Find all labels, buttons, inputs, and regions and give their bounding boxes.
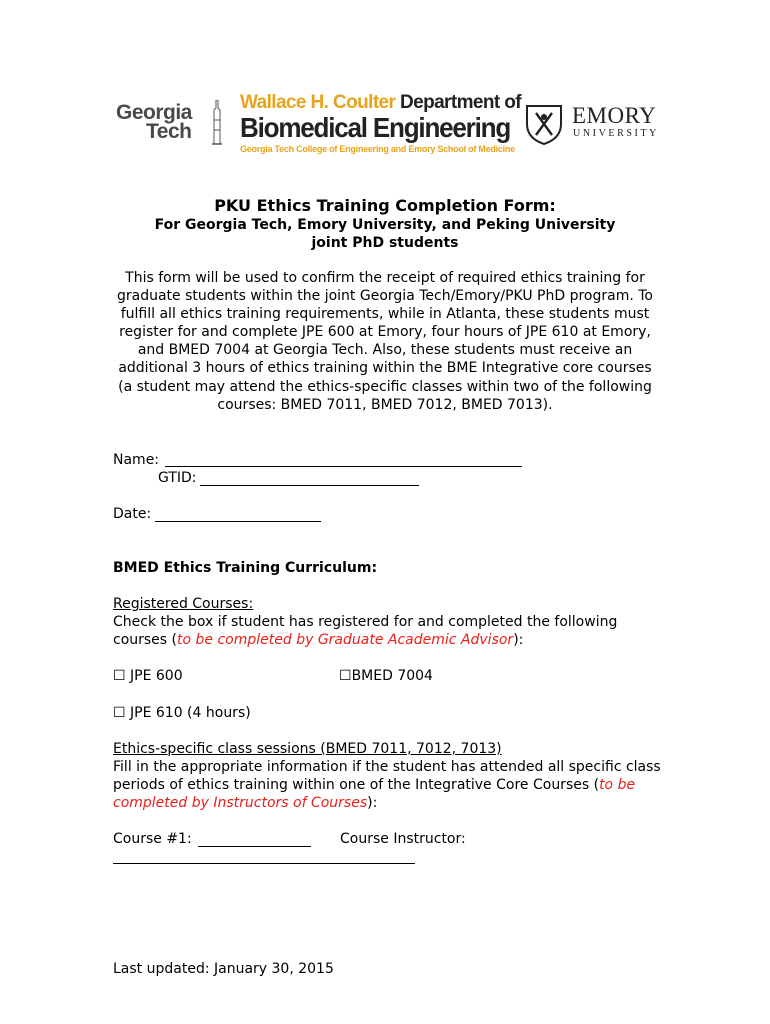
gt-logo-text-line1: Georgia — [116, 101, 192, 124]
registered-instruction — [113, 613, 673, 649]
tech-tower-icon — [210, 100, 224, 146]
gt-logo-text-line2: Tech — [146, 120, 192, 143]
curriculum-heading: BMED Ethics Training Curriculum: — [113, 560, 378, 576]
subtitle-line-1: For Georgia Tech, Emory University, and Peking University — [154, 217, 616, 233]
name-field[interactable] — [165, 466, 522, 467]
checkbox-bmed7004-row — [339, 667, 433, 685]
date-field[interactable] — [155, 521, 321, 522]
course1-label: Course #1: — [113, 831, 192, 847]
checkbox-bmed7004[interactable]: ☐ — [339, 668, 352, 684]
course-jpe600-label: JPE 600 — [130, 668, 183, 684]
checkbox-jpe610[interactable]: ☐ — [113, 705, 126, 721]
subtitle-line-2: joint PhD students — [311, 235, 459, 251]
course-instructor-field[interactable] — [113, 863, 415, 864]
dept-name: Biomedical Engineering — [240, 112, 511, 143]
registered-instruction-red: to be completed by Graduate Academic Advisor — [177, 632, 514, 649]
sessions-instruction-text: Fill in the appropriate information if the student has attended all specific class periods of ethics training within one of the Integrative Core Courses ( — [113, 759, 661, 794]
course-jpe610-label: JPE 610 (4 hours) — [130, 705, 251, 721]
dept-suffix: Department of — [400, 92, 521, 113]
date-label: Date: — [113, 506, 152, 522]
last-updated: Last updated: January 30, 2015 — [113, 961, 334, 977]
gtid-field[interactable] — [200, 485, 419, 486]
emory-wordmark: EMORY — [572, 103, 657, 128]
course-instructor-label: Course Instructor: — [340, 831, 466, 847]
sessions-instruction — [113, 758, 673, 813]
registered-instruction-end: ): — [513, 632, 524, 649]
checkbox-jpe610-row — [113, 704, 251, 722]
emory-shield-icon — [525, 104, 563, 146]
sessions-instruction-red: to be completed by Instructors of Courses — [113, 777, 636, 812]
registered-instruction-text: Check the box if student has registered for and completed the following courses ( — [113, 614, 618, 649]
sessions-heading: Ethics-specific class sessions (BMED 7011, 7012, 7013) — [113, 741, 502, 757]
emory-subtitle: UNIVERSITY — [573, 128, 659, 139]
course-bmed7004-label: BMED 7004 — [351, 668, 433, 684]
coulter-bme-logo — [240, 92, 521, 158]
name-label: Name: — [113, 452, 160, 468]
dept-tagline: Georgia Tech College of Engineering and Emory School of Medicine — [240, 144, 515, 154]
checkbox-jpe600-row — [113, 667, 183, 685]
course1-field[interactable] — [198, 846, 311, 847]
intro-paragraph: This form will be used to confirm the receipt of required ethics training for graduate students within the joint Georgia Tech/Emory/PKU PhD program. To fulfill all ethics training requirements, while in Atlanta, these students must register for and complete JPE 600 at Emory, four hours of JPE 610 at Emory, and BMED 7004 at Georgia Tech. Also, these students must receive an additional 3 hours of ethics training within the BME Integrative core courses (a student may attend the ethics-specific classes within two of the following courses: BMED 7011, BMED 7012, BMED 7013). — [117, 270, 653, 413]
gtid-label: GTID: — [158, 470, 197, 486]
sessions-instruction-end: ): — [367, 795, 378, 812]
georgia-tech-logo — [116, 100, 228, 148]
checkbox-jpe600[interactable]: ☐ — [113, 668, 126, 684]
form-subtitle — [0, 216, 770, 252]
form-title: PKU Ethics Training Completion Form: — [214, 196, 556, 215]
dept-prefix: Wallace H. Coulter — [240, 92, 396, 113]
registered-courses-heading: Registered Courses: — [113, 596, 254, 612]
